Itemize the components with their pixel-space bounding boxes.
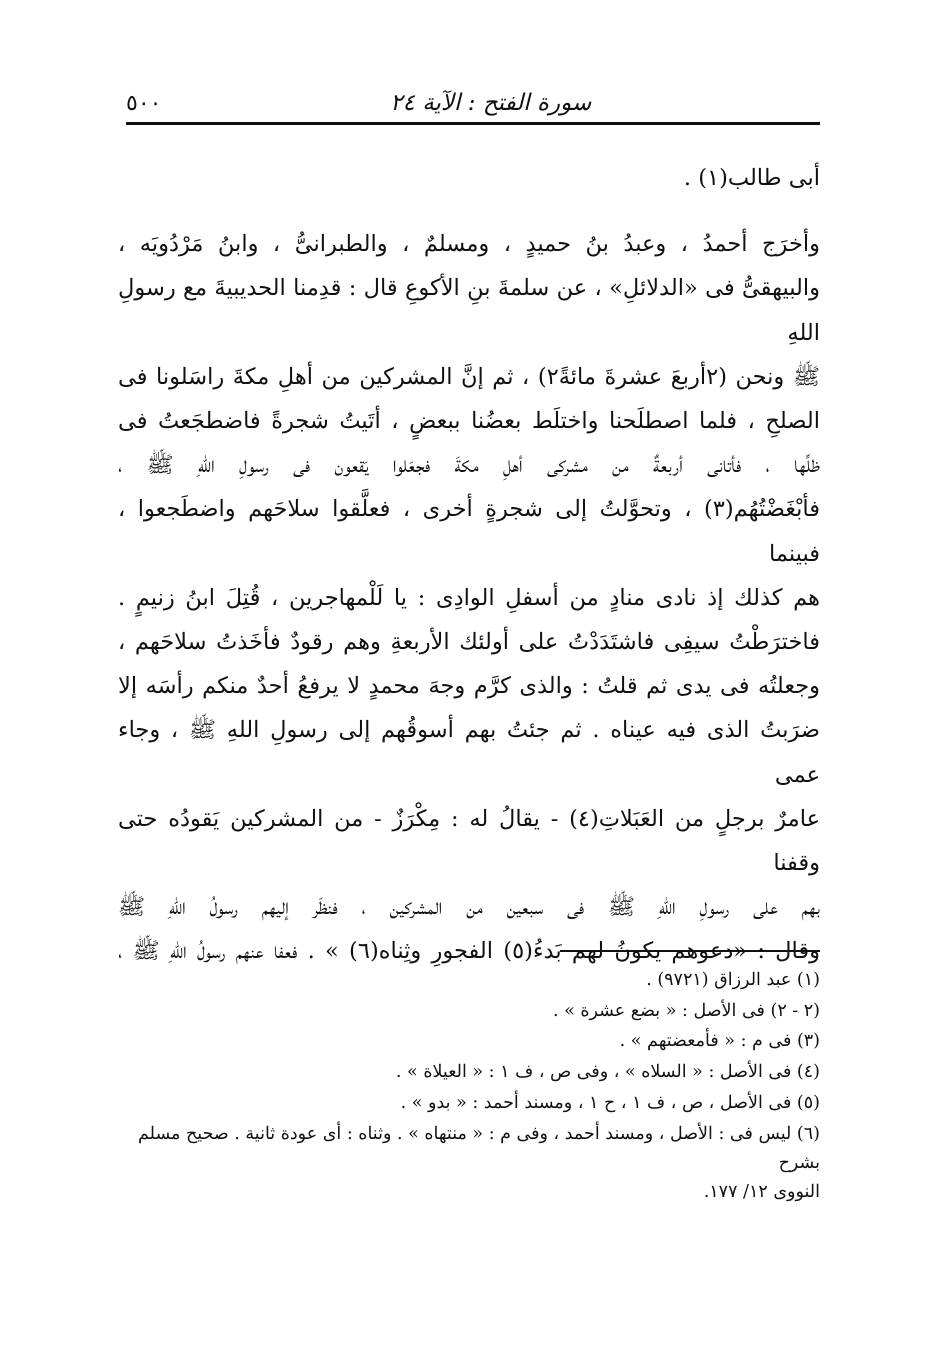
text-line-4: الصلحِ ، فلما اصطلَحنا واختلَط بعضُنا ببعضٍ ، أتَيتُ شجرةً فاضطجَعتُ فى [118, 408, 820, 435]
footnote-4: (٤) فى الأصل : « السلاه » ، وفى ص ، ف ١ : « العيلاة » . [395, 1062, 820, 1083]
text-line-10: ضرَبتُ الذى فيه عيناه . ثم جئتُ بهم أسوقُهم إلى رسولِ اللهِ ﷺ ، وجاء عمى [118, 717, 820, 788]
text-line-5: ظلِّها ، فأتانى أربعةٌ من مشركى أهلِ مكةَ فجعَلوا يَقعون فى رسولِ اللهِ ﷺ ، [118, 452, 820, 479]
footnote-rule [560, 950, 820, 952]
footnote-6: (٦) ليس فى : الأصل ، ومسند أحمد ، وفى م : « منتهاه » . وثناه : أى عودة ثانية . صحيح مسلم بشرح [138, 1123, 820, 1173]
text-line-9: وجعلتُه فى يدى ثم قلتُ : والذى كرَّم وجهَ محمدٍ لا يرفعُ أحدٌ منكم رأسَه إلا [118, 673, 820, 700]
header-rule [126, 122, 820, 125]
surah-title: سورة الفتح : الآية ٢٤ [390, 90, 592, 116]
paragraph [118, 222, 820, 973]
footnotes [100, 966, 820, 1209]
text-line-12: بهم على رسولِ اللهِ ﷺ فى سبعين من المشركين ، فنظَر إليهم رسولُ اللهِ ﷺ [118, 894, 820, 921]
main-text [118, 156, 820, 974]
text-line-8: فاخترَطْتُ سيفِى فاشتَدَدْتُ على أولئك الأربعةِ وهم رقودٌ فأخَذتُ سلاحَهم ، [118, 629, 820, 656]
footnote-1: (١) عبد الرزاق (٩٧٢١) . [646, 970, 820, 990]
text-line-13: وقال : «دعوهم يكونُ لهم بَدءُ(٥) الفجورِ وثِناه(٦) » . فعفا عنهم رسولُ اللهِ ﷺ ، [118, 938, 820, 965]
text-line-6: فأبْغَضْتُهُم(٣) ، وتحوَّلتُ إلى شجرةٍ أخرى ، فعلَّقوا سلاحَهم واضطَجعوا ، فبينما [118, 496, 820, 567]
footnote-5: (٥) فى الأصل ، ص ، ف ١ ، ح ١ ، ومسند أحمد : « بدو » . [400, 1092, 820, 1113]
running-header [126, 70, 820, 116]
footnote-3: (٣) فى م : « فأمعضتهم » . [619, 1031, 820, 1052]
text-line [118, 156, 820, 200]
text-line-7: هم كذلك إذ نادى منادٍ من أسفلِ الوادِى : يا لَلْمهاجرين ، قُتِلَ ابنُ زنيمٍ . [118, 584, 820, 611]
page-number: ٥٠٠ [126, 91, 162, 116]
footnote-6-continued: النووى ١٢/ ١٧٧. [703, 1182, 820, 1203]
text-line-2: والبيهقىُّ فى «الدلائلِ» ، عن سلمةَ بنِ الأكوعِ قال : قدِمنا الحديبيةَ مع رسولِ اللهِ [118, 275, 820, 346]
text-line-1: وأخرَج أحمدُ ، وعبدُ بنُ حميدٍ ، ومسلمٌ ، والطبرانىُّ ، وابنُ مَرْدُويَه ، [118, 231, 820, 258]
text-line-0: أبى طالب(١) . [683, 165, 820, 191]
text-line-3: ﷺ ونحن (٢أربعَ عشرةَ مائةً٢) ، ثم إنَّ المشركين من أهلِ مكةَ راسَلونا فى [118, 363, 820, 390]
footnote-2: (٢ - ٢) فى الأصل : « بضع عشرة » . [552, 1000, 820, 1021]
text-line-11: عامرٌ برجلٍ من العَبَلاتِ(٤) - يقالُ له : مِكْرَزٌ - من المشركين يَقودُه حتى وقفنا [118, 805, 820, 877]
